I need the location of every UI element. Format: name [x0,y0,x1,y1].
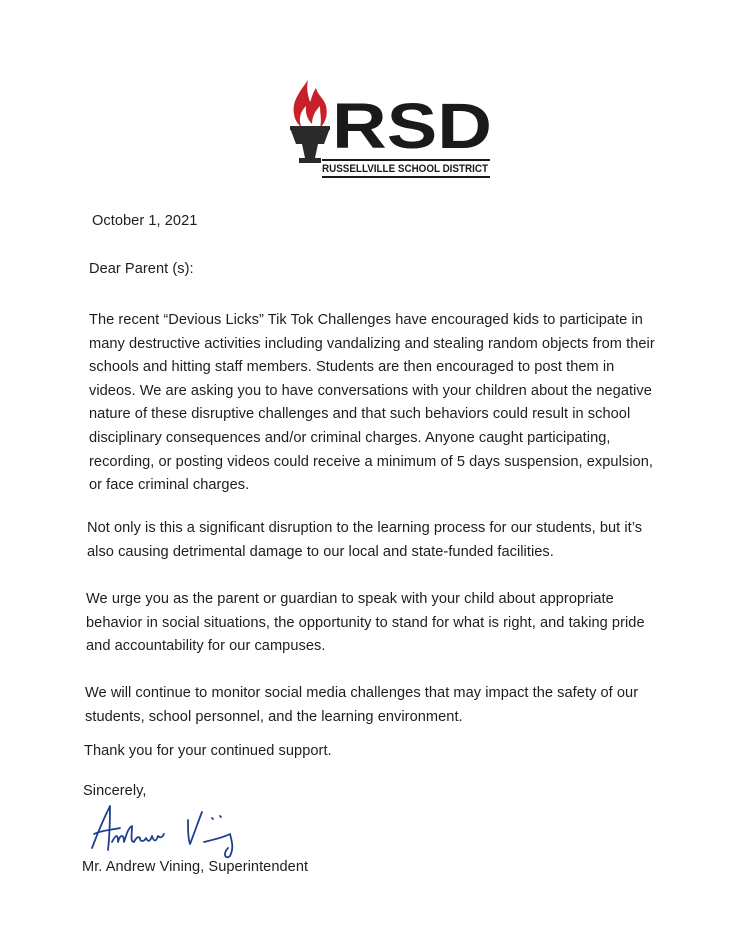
torch-icon [290,80,330,163]
salutation: Dear Parent (s): [89,261,194,277]
signer-name: Mr. Andrew Vining, Superintendent [82,859,309,875]
paragraph-5: Thank you for your continued support. [84,743,332,759]
paragraph-line: We will continue to monitor social media challenges that may impact the safety of our [85,685,639,701]
paragraph-line: behavior in social situations, the opportunity to stand for what is right, and taking pride [86,614,645,631]
paragraph-2 [87,517,642,564]
paragraph-line: many destructive activities including vandalizing and stealing random objects from their [89,335,655,352]
paragraph-line: students, school personnel, and the learning environment. [85,708,463,725]
paragraph-line: also causing detrimental damage to our local and state-funded facilities. [87,543,554,560]
paragraph-line: We urge you as the parent or guardian to speak with your child about appropriate [86,591,614,607]
signature-image [88,798,258,860]
logo-letters: RSD [332,90,492,162]
closing: Sincerely, [83,783,147,799]
paragraph-1 [89,309,655,498]
paragraph-line: The recent “Devious Licks” Tik Tok Challenges have encouraged kids to participate in [89,312,643,328]
paragraph-3 [86,588,645,659]
paragraph-line: or face criminal charges. [89,477,250,494]
paragraph-line: schools and hitting staff members. Students are then encouraged to post them in [89,359,615,376]
district-name: RUSSELLVILLE SCHOOL DISTRICT [322,163,489,175]
paragraph-line: recording, or posting videos could receive a minimum of 5 days suspension, expulsion, [89,453,653,470]
paragraph-line: and accountability for our campuses. [86,638,326,655]
letter-date: October 1, 2021 [92,213,198,229]
district-logo [284,76,494,180]
paragraph-line: Not only is this a significant disruption to the learning process for our students, but it’s [87,520,643,536]
paragraph-line: videos. We are asking you to have conversations with your children about the negative [89,382,652,399]
paragraph-line: nature of these disruptive challenges and that such behaviors could result in school [89,406,631,423]
paragraph-line: disciplinary consequences and/or criminal charges. Anyone caught participating, [89,429,611,446]
paragraph-4 [85,682,638,729]
